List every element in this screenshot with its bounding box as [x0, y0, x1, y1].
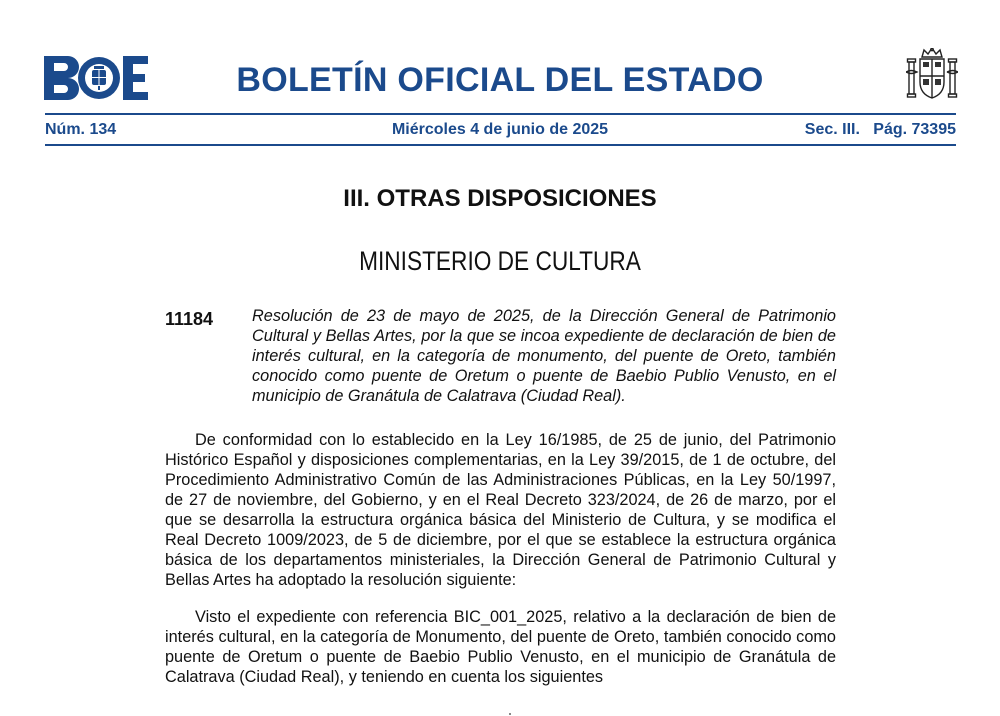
body-paragraph: De conformidad con lo establecido en la Ley 16/1985, de 25 de junio, del Patrimonio Histórico Español y disposiciones complementarias, en la Ley 39/2015, de 1 de octubre, del Procedimiento Administrativo Común de las Administraciones Públicas, en la Ley 50/1997, de 27 de noviembre, del Gobierno, y en el Real Decreto 323/2024, de 26 de marzo, por el que se desarrolla la estructura orgánica básica del Ministerio de Cultura, y se modifica el Real Decreto 1009/2023, de 5 de diciembre, por el que se establece la estructura orgánica básica de los departamentos ministeriales, la Dirección General de Patrimonio Cultural y Bellas Artes ha adoptado la resolución siguiente:	[165, 431, 836, 589]
ministry-heading: MINISTERIO DE CULTURA	[359, 246, 641, 276]
page-mark	[509, 713, 511, 715]
disposition-number: 11184	[165, 309, 214, 329]
masthead-title: BOLETÍN OFICIAL DEL ESTADO	[236, 61, 764, 99]
coat-of-arms-icon	[906, 48, 958, 104]
resolution-title: Resolución de 23 de mayo de 2025, de la Dirección General de Patrimonio Cultural y Bellas Artes, por la que se incoa expediente de declaración de bien de interés cultural, en la categoría de monumento, del puente de Oreto, también conocido como puente de Oretum o puente de Baebio Publio Venusto, en el municipio de Granátula de Calatrava (Ciudad Real).	[252, 307, 836, 405]
issue-number: Núm. 134	[45, 121, 117, 138]
section-page: Sec. III. Pág. 73395	[804, 121, 956, 138]
section-heading: III. OTRAS DISPOSICIONES	[343, 185, 657, 212]
header-rule-bottom	[45, 144, 956, 146]
header-rule-top	[45, 113, 956, 115]
issue-date: Miércoles 4 de junio de 2025	[391, 121, 609, 138]
body-paragraph: Visto el expediente con referencia BIC_001_2025, relativo a la declaración de bien de interés cultural, en la categoría de Monumento, del puente de Oreto, también conocido como puente de Oretum o puente de Baebio Publio Venusto, en el municipio de Granátula de Calatrava (Ciudad Real), y teniendo en cuenta los siguientes	[165, 608, 836, 686]
